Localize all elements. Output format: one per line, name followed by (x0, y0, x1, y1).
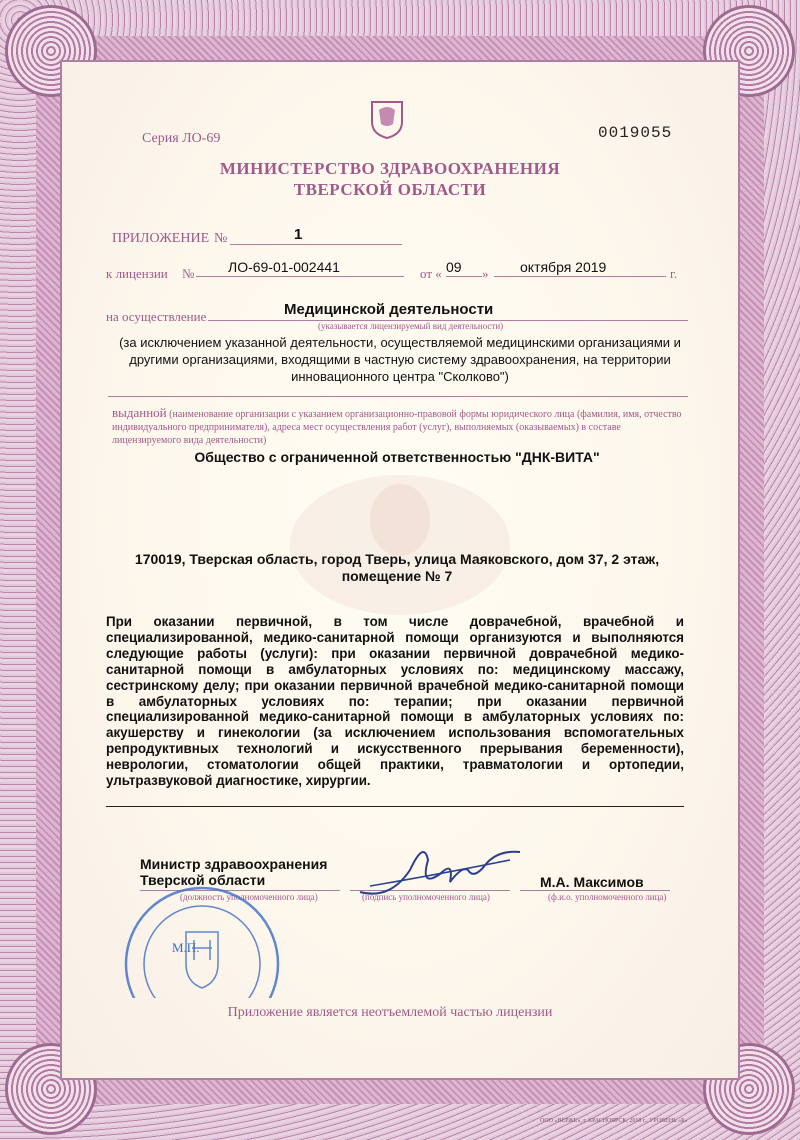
eagle-watermark-icon (270, 450, 530, 630)
activity-exclusion: (за исключением указанной деятельности, осуществляемой медицинскими организациями и другими организациями, входящими в частную систему здравоохранения, на территории инновационного центра "Сколково") (119, 335, 681, 384)
issued-description: (наименование организации с указанием организационно-правовой формы юридического лица (фамилия, имя, отчество индивидуального предпринимателя), адреса мест осуществления работ (услуг), выполняемых (оказываемых) в составе лицензируемого вида деятельности) (112, 409, 682, 446)
fio-caption: (ф.и.о. уполномоченного лица) (548, 892, 667, 902)
underline (520, 890, 670, 891)
ministry-title-line: МИНИСТЕРСТВО ЗДРАВООХРАНЕНИЯ (219, 159, 561, 178)
underline (446, 276, 482, 277)
footer-note: Приложение является неотъемлемой частью лицензии (227, 1005, 553, 1020)
ministry-title (150, 158, 630, 200)
activity-caption: (указывается лицензируемый вид деятельности) (318, 321, 504, 331)
license-label: к лицензии (106, 266, 168, 281)
underline (494, 276, 666, 277)
services-list: При оказании первичной, в том числе доврачебной, врачебной и специализированной, медико-санитарной помощи организуются и выполняются следующие работы (услуги): при оказании первичной доврачебной медико-санитарной помощи в амбулаторных условиях по: медицинскому массажу, сестринскому делу; при оказании первичной врачебной медико-санитарной помощи в амбулаторных условиях по: терапии; при оказании первичной специализированной медико-санитарной помощи в амбулаторных условиях по: акушерству и гинекологии (за исключением использования вспомогательных репродуктивных технологий и искусственного прерывания беременности), неврологии, стоматологии общей практики, травматологии и ортопедии, ультразвуковой диагностике, хирургии. (106, 614, 684, 789)
activity-value: Медицинской деятельности (284, 301, 494, 318)
activity-label: на осуществление (106, 309, 207, 324)
form-number: 0019055 (598, 124, 673, 142)
underline (106, 806, 684, 807)
underline (108, 396, 688, 397)
position-caption: (должность уполномоченного лица) (180, 892, 318, 902)
license-date-from-label: от « (420, 266, 442, 281)
official-seal-icon (120, 878, 280, 998)
underline (196, 276, 404, 277)
signer-name: М.А. Максимов (540, 874, 644, 890)
license-month-year: октября 2019 (520, 259, 607, 275)
license-day-close: » (482, 266, 489, 281)
signer-position-line: Министр здравоохранения (140, 856, 328, 872)
series-label: Серия ЛО-69 (142, 131, 221, 146)
issued-note (112, 406, 682, 447)
appendix-number-sign: № (214, 231, 228, 246)
appendix-label: ПРИЛОЖЕНИЕ (112, 231, 210, 246)
issued-label: выданной (112, 405, 167, 420)
coat-of-arms-icon (368, 98, 406, 140)
signature-caption: (подпись уполномоченного лица) (362, 892, 490, 902)
handwritten-signature-icon (350, 830, 530, 910)
appendix-number: 1 (294, 226, 303, 243)
printer-mark: ООО «ВЕРЖЕ», г. КРАСНОЯРСК, 2018 г., УРОВЕНЬ «Б» (540, 1118, 688, 1124)
ministry-title-line: ТВЕРСКОЙ ОБЛАСТИ (293, 180, 487, 199)
license-day: 09 (446, 259, 462, 275)
signer-position-line: Тверской области (140, 872, 266, 888)
organization-address: 170019, Тверская область, город Тверь, улица Маяковского, дом 37, 2 этаж, помещение № 7 (134, 551, 660, 584)
underline (230, 244, 402, 245)
license-number-sign: № (182, 266, 195, 281)
organization-name: Общество с ограниченной ответственностью "ДНК-ВИТА" (194, 449, 600, 465)
stamp-mp-label: М.П. (172, 940, 200, 955)
license-year-suffix: г. (670, 266, 678, 281)
license-number: ЛО-69-01-002441 (228, 259, 340, 275)
